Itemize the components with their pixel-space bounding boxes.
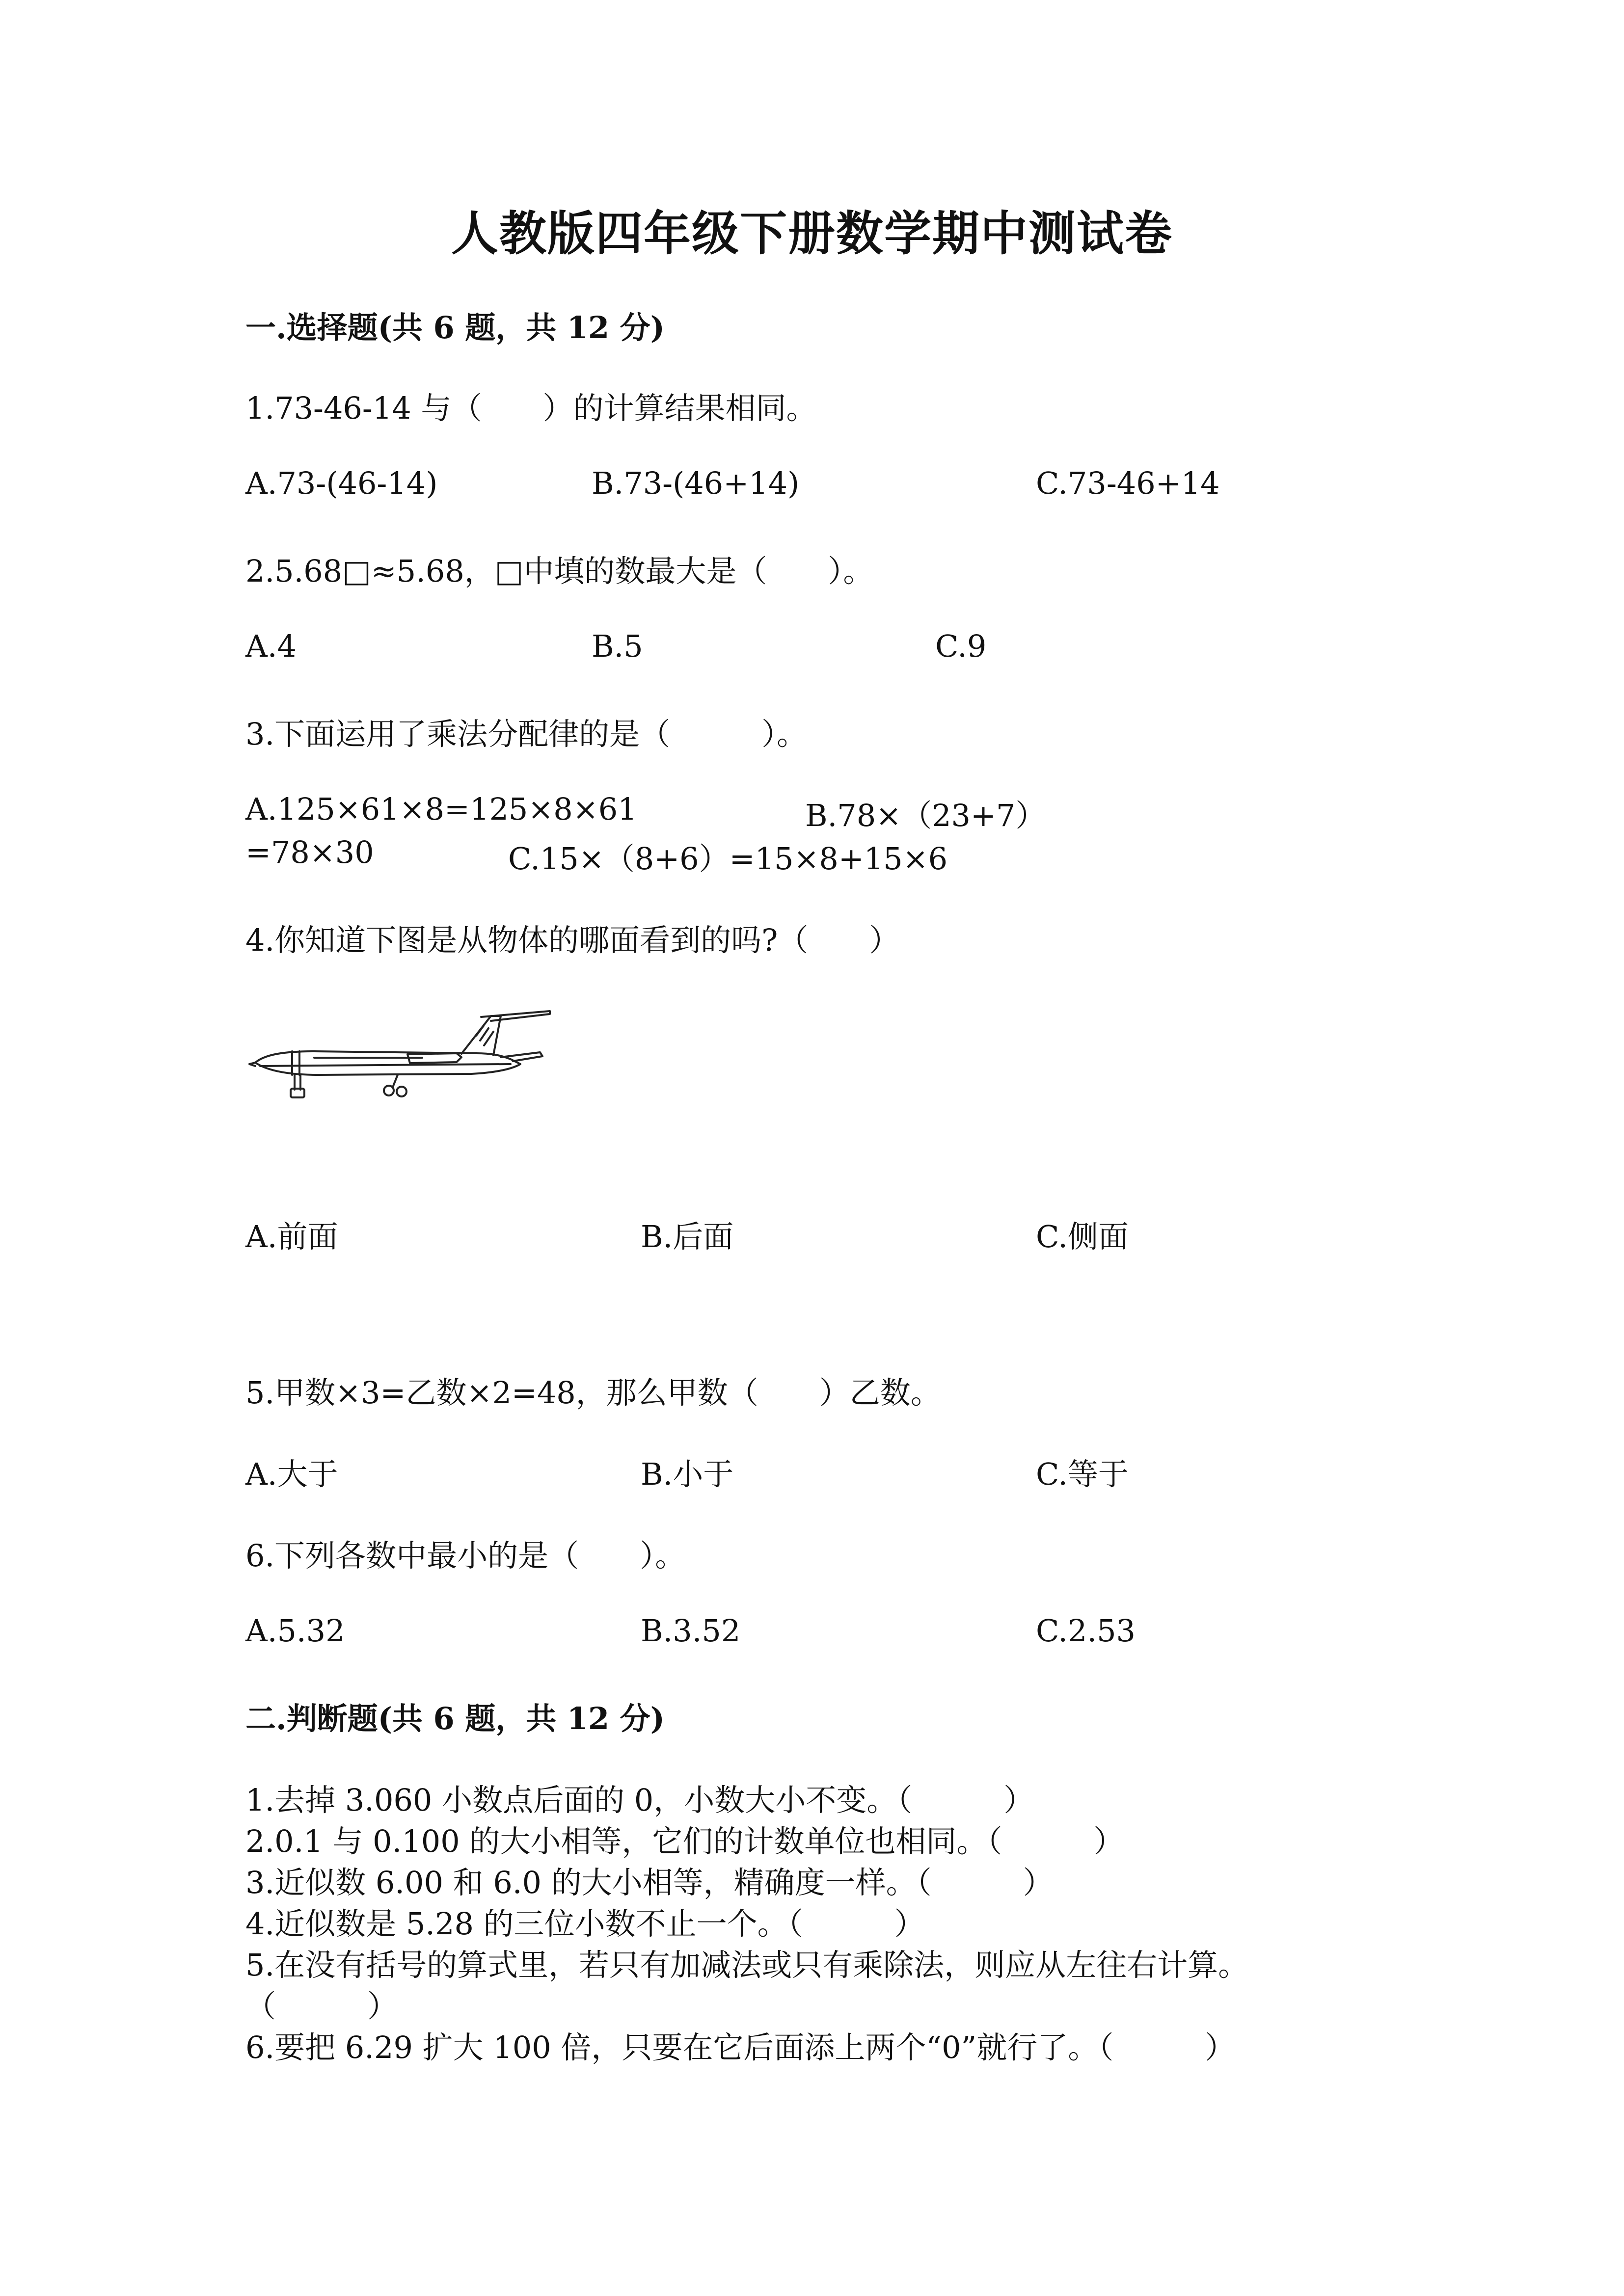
question-5-option-a: A.大于	[245, 1456, 338, 1492]
question-1-option-b: B.73-(46+14)	[592, 465, 800, 501]
question-4-option-a: A.前面	[245, 1219, 338, 1255]
question-3-option-c: C.15×（8+6）=15×8+15×6	[508, 841, 948, 877]
question-5-option-b: B.小于	[641, 1456, 734, 1492]
judgement-item-5: 5.在没有括号的算式里，若只有加减法或只有乘除法，则应从左往右计算。	[245, 1947, 1249, 1983]
question-4-option-b: B.后面	[641, 1219, 734, 1255]
question-6-option-b: B.3.52	[641, 1613, 741, 1649]
question-3-stem: 3.下面运用了乘法分配律的是（ ）。	[245, 716, 808, 752]
judgement-item-2: 2.0.1 与 0.100 的大小相等，它们的计数单位也相同。（ ）	[245, 1823, 1124, 1859]
question-2-option-c: C.9	[935, 628, 987, 664]
question-6-stem: 6.下列各数中最小的是（ ）。	[245, 1538, 686, 1574]
judgement-item-3: 3.近似数 6.00 和 6.0 的大小相等，精确度一样。（ ）	[245, 1865, 1054, 1900]
judgement-item-6: 6.要把 6.29 扩大 100 倍，只要在它后面添上两个“0”就行了。（ ）	[245, 2029, 1236, 2065]
question-3-option-b-continued: =78×30	[245, 834, 374, 870]
question-2-stem: 2.5.68□≈5.68，□中填的数最大是（ ）。	[245, 553, 874, 589]
question-1-option-a: A.73-(46-14)	[245, 465, 438, 501]
judgement-item-5-answer: （ ）	[245, 1988, 398, 2024]
question-4-stem: 4.你知道下图是从物体的哪面看到的吗?（ ）	[245, 922, 900, 958]
question-3-option-b: B.78×（23+7）	[805, 798, 1046, 833]
question-6-option-c: C.2.53	[1036, 1613, 1136, 1649]
question-6-option-a: A.5.32	[245, 1613, 345, 1649]
section-heading-judgement: 二.判断题(共 6 题，共 12 分)	[245, 1701, 665, 1736]
question-2-option-a: A.4	[245, 628, 297, 664]
question-1-option-c: C.73-46+14	[1036, 465, 1220, 501]
question-4-option-c: C.侧面	[1036, 1219, 1129, 1255]
question-5-option-c: C.等于	[1036, 1456, 1129, 1492]
airplane-figure	[245, 1006, 560, 1124]
judgement-item-1: 1.去掉 3.060 小数点后面的 0，小数大小不变。（ ）	[245, 1782, 1034, 1818]
question-3-option-a: A.125×61×8=125×8×61	[245, 791, 637, 827]
question-1-stem: 1.73-46-14 与（ ）的计算结果相同。	[245, 390, 817, 426]
page-title: 人教版四年级下册数学期中测试卷	[451, 206, 1173, 261]
section-heading-choice: 一.选择题(共 6 题，共 12 分)	[245, 310, 665, 346]
question-2-option-b: B.5	[592, 628, 643, 664]
question-5-stem: 5.甲数×3=乙数×2=48，那么甲数（ ）乙数。	[245, 1375, 941, 1411]
judgement-item-4: 4.近似数是 5.28 的三位小数不止一个。（ ）	[245, 1906, 925, 1942]
